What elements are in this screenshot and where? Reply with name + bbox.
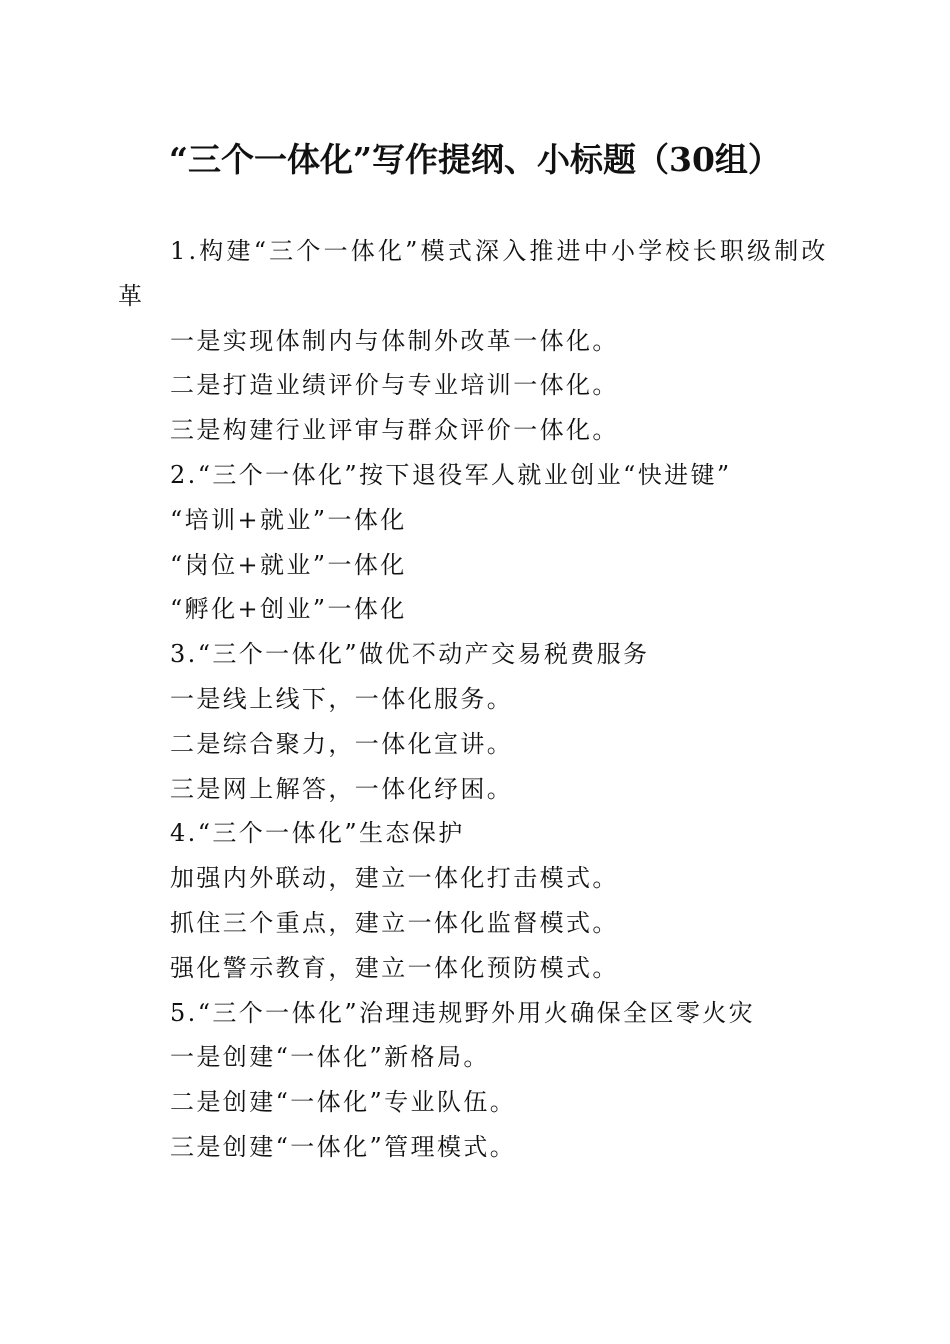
section-item: 三是创建“一体化”管理模式。 xyxy=(170,1132,517,1161)
section-item: “岗位+就业”一体化 xyxy=(170,550,407,579)
section-heading: 5.“三个一体化”治理违规野外用火确保全区零火灾 xyxy=(170,998,756,1027)
section-item: 强化警示教育，建立一体化预防模式。 xyxy=(170,953,619,982)
section-item: 三是网上解答，一体化纾困。 xyxy=(170,774,514,803)
section-item: 二是综合聚力，一体化宣讲。 xyxy=(170,729,514,758)
section-item: 一是实现体制内与体制外改革一体化。 xyxy=(170,326,619,355)
section-item: 一是线上线下，一体化服务。 xyxy=(170,684,514,713)
section-heading: 2.“三个一体化”按下退役军人就业创业“快进键” xyxy=(170,460,732,489)
section-item: 一是创建“一体化”新格局。 xyxy=(170,1043,490,1072)
section-heading: 4.“三个一体化”生态保护 xyxy=(170,819,465,848)
section-item: 二是创建“一体化”专业队伍。 xyxy=(170,1088,517,1117)
document-body xyxy=(118,229,838,1170)
section-item: 抓住三个重点，建立一体化监督模式。 xyxy=(170,908,619,937)
document-title: “三个一体化”写作提纲、小标题（30组） xyxy=(169,140,781,179)
section-heading: 3.“三个一体化”做优不动产交易税费服务 xyxy=(170,640,650,669)
section-item: “培训+就业”一体化 xyxy=(170,505,407,534)
section-item: 加强内外联动，建立一体化打击模式。 xyxy=(170,864,619,893)
section-item: “孵化+创业”一体化 xyxy=(170,595,407,624)
section-item: 二是打造业绩评价与专业培训一体化。 xyxy=(170,371,619,400)
section-heading: 1.构建“三个一体化”模式深入推进中小学校长职级制改革 xyxy=(118,237,829,310)
section-item: 三是构建行业评审与群众评价一体化。 xyxy=(170,416,619,445)
